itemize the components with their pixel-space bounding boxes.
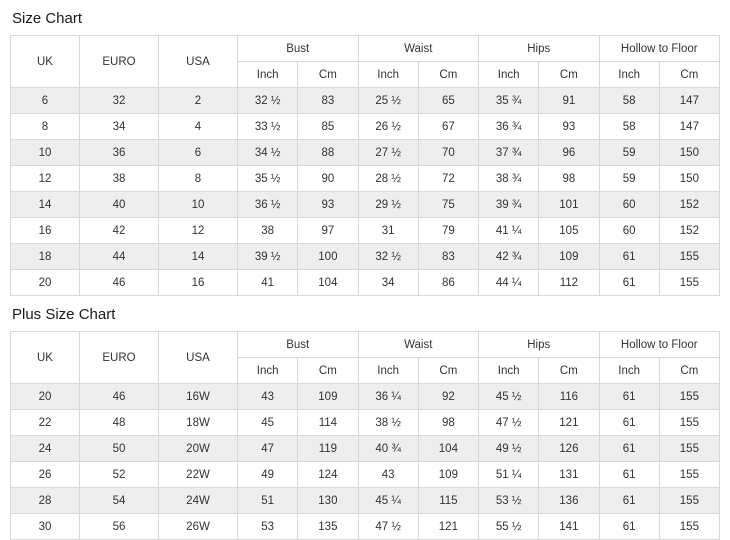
table-cell: 105 xyxy=(539,218,599,244)
table-cell: 47 ½ xyxy=(358,514,418,540)
table-cell: 155 xyxy=(659,270,719,296)
table-cell: 58 xyxy=(599,88,659,114)
table-cell: 36 ¾ xyxy=(479,114,539,140)
table-cell: 38 ¾ xyxy=(479,166,539,192)
table-cell: 114 xyxy=(298,410,358,436)
table-cell: 6 xyxy=(159,140,238,166)
table-cell: 67 xyxy=(418,114,478,140)
table-header xyxy=(11,36,720,88)
header-usa: USA xyxy=(159,332,238,384)
header-bust-inch: Inch xyxy=(238,62,298,88)
table-cell: 90 xyxy=(298,166,358,192)
table-cell: 155 xyxy=(659,514,719,540)
table-cell: 150 xyxy=(659,140,719,166)
header-bust-cm: Cm xyxy=(298,62,358,88)
table-cell: 36 ½ xyxy=(238,192,298,218)
table-cell: 147 xyxy=(659,88,719,114)
table-cell: 75 xyxy=(418,192,478,218)
size-chart-section xyxy=(10,10,720,296)
table-body xyxy=(11,384,720,540)
table-row xyxy=(11,218,720,244)
table-cell: 109 xyxy=(539,244,599,270)
table-cell: 28 xyxy=(11,488,80,514)
table-cell: 59 xyxy=(599,166,659,192)
table-cell: 37 ¾ xyxy=(479,140,539,166)
table-row xyxy=(11,410,720,436)
table-cell: 109 xyxy=(418,462,478,488)
table-cell: 124 xyxy=(298,462,358,488)
table-cell: 41 ¼ xyxy=(479,218,539,244)
table-cell: 93 xyxy=(539,114,599,140)
table-cell: 119 xyxy=(298,436,358,462)
table-cell: 49 xyxy=(238,462,298,488)
header-uk: UK xyxy=(11,36,80,88)
table-cell: 18W xyxy=(159,410,238,436)
table-cell: 2 xyxy=(159,88,238,114)
table-cell: 83 xyxy=(418,244,478,270)
table-cell: 131 xyxy=(539,462,599,488)
header-hollow-to-floor: Hollow to Floor xyxy=(599,36,720,62)
table-row xyxy=(11,488,720,514)
table-cell: 65 xyxy=(418,88,478,114)
table-cell: 61 xyxy=(599,436,659,462)
table-row xyxy=(11,462,720,488)
table-row xyxy=(11,114,720,140)
table-cell: 56 xyxy=(80,514,159,540)
table-cell: 40 xyxy=(80,192,159,218)
table-cell: 44 ¼ xyxy=(479,270,539,296)
table-cell: 40 ¾ xyxy=(358,436,418,462)
plus-size-chart-table xyxy=(10,331,720,540)
table-cell: 51 xyxy=(238,488,298,514)
table-cell: 22W xyxy=(159,462,238,488)
table-cell: 39 ¾ xyxy=(479,192,539,218)
table-cell: 109 xyxy=(298,384,358,410)
table-cell: 29 ½ xyxy=(358,192,418,218)
table-row xyxy=(11,270,720,296)
table-cell: 61 xyxy=(599,462,659,488)
header-euro: EURO xyxy=(80,332,159,384)
table-cell: 59 xyxy=(599,140,659,166)
table-cell: 96 xyxy=(539,140,599,166)
table-cell: 49 ½ xyxy=(479,436,539,462)
table-cell: 88 xyxy=(298,140,358,166)
table-cell: 24W xyxy=(159,488,238,514)
table-cell: 32 ½ xyxy=(358,244,418,270)
table-cell: 155 xyxy=(659,488,719,514)
plus-size-title: Plus Size Chart xyxy=(12,306,116,323)
table-cell: 152 xyxy=(659,218,719,244)
table-cell: 92 xyxy=(418,384,478,410)
header-row-groups xyxy=(11,36,720,62)
table-cell: 115 xyxy=(418,488,478,514)
table-cell: 60 xyxy=(599,192,659,218)
table-cell: 28 ½ xyxy=(358,166,418,192)
header-hips-inch: Inch xyxy=(479,358,539,384)
table-cell: 31 xyxy=(358,218,418,244)
table-cell: 51 ¼ xyxy=(479,462,539,488)
table-cell: 98 xyxy=(418,410,478,436)
header-hips-inch: Inch xyxy=(479,62,539,88)
table-cell: 35 ¾ xyxy=(479,88,539,114)
table-cell: 10 xyxy=(11,140,80,166)
table-cell: 34 xyxy=(358,270,418,296)
table-cell: 85 xyxy=(298,114,358,140)
header-usa: USA xyxy=(159,36,238,88)
table-cell: 36 ¼ xyxy=(358,384,418,410)
table-cell: 45 ½ xyxy=(479,384,539,410)
header-euro: EURO xyxy=(80,36,159,88)
table-cell: 24 xyxy=(11,436,80,462)
table-cell: 121 xyxy=(418,514,478,540)
table-cell: 155 xyxy=(659,436,719,462)
table-cell: 18 xyxy=(11,244,80,270)
header-bust: Bust xyxy=(238,332,359,358)
table-cell: 155 xyxy=(659,384,719,410)
header-waist: Waist xyxy=(358,36,479,62)
header-bust-inch: Inch xyxy=(238,358,298,384)
table-cell: 33 ½ xyxy=(238,114,298,140)
table-cell: 61 xyxy=(599,514,659,540)
table-cell: 97 xyxy=(298,218,358,244)
table-cell: 47 xyxy=(238,436,298,462)
table-cell: 79 xyxy=(418,218,478,244)
table-cell: 104 xyxy=(298,270,358,296)
table-cell: 14 xyxy=(159,244,238,270)
header-hips-cm: Cm xyxy=(539,62,599,88)
table-cell: 38 xyxy=(238,218,298,244)
header-hollow-cm: Cm xyxy=(659,62,719,88)
table-cell: 45 ¼ xyxy=(358,488,418,514)
table-cell: 35 ½ xyxy=(238,166,298,192)
table-cell: 53 ½ xyxy=(479,488,539,514)
page-title: Size Chart xyxy=(12,10,83,27)
table-cell: 126 xyxy=(539,436,599,462)
header-hips-cm: Cm xyxy=(539,358,599,384)
table-cell: 104 xyxy=(418,436,478,462)
table-cell: 47 ½ xyxy=(479,410,539,436)
table-cell: 70 xyxy=(418,140,478,166)
table-header xyxy=(11,332,720,384)
table-cell: 8 xyxy=(11,114,80,140)
table-cell: 16W xyxy=(159,384,238,410)
header-hollow-inch: Inch xyxy=(599,62,659,88)
table-cell: 112 xyxy=(539,270,599,296)
table-row xyxy=(11,436,720,462)
table-cell: 38 ½ xyxy=(358,410,418,436)
header-hollow-cm: Cm xyxy=(659,358,719,384)
table-cell: 44 xyxy=(80,244,159,270)
table-cell: 6 xyxy=(11,88,80,114)
table-cell: 46 xyxy=(80,270,159,296)
table-cell: 26 ½ xyxy=(358,114,418,140)
table-cell: 135 xyxy=(298,514,358,540)
table-cell: 38 xyxy=(80,166,159,192)
table-cell: 45 xyxy=(238,410,298,436)
table-row xyxy=(11,166,720,192)
size-chart-table xyxy=(10,35,720,296)
table-cell: 14 xyxy=(11,192,80,218)
table-cell: 155 xyxy=(659,244,719,270)
table-row xyxy=(11,244,720,270)
table-cell: 141 xyxy=(539,514,599,540)
table-cell: 152 xyxy=(659,192,719,218)
table-cell: 147 xyxy=(659,114,719,140)
table-body xyxy=(11,88,720,296)
table-cell: 25 ½ xyxy=(358,88,418,114)
table-row xyxy=(11,140,720,166)
table-cell: 61 xyxy=(599,488,659,514)
table-row xyxy=(11,88,720,114)
table-cell: 34 ½ xyxy=(238,140,298,166)
table-cell: 61 xyxy=(599,270,659,296)
table-cell: 10 xyxy=(159,192,238,218)
table-cell: 34 xyxy=(80,114,159,140)
table-cell: 83 xyxy=(298,88,358,114)
table-cell: 8 xyxy=(159,166,238,192)
header-waist-cm: Cm xyxy=(418,62,478,88)
table-cell: 61 xyxy=(599,384,659,410)
table-cell: 39 ½ xyxy=(238,244,298,270)
table-cell: 53 xyxy=(238,514,298,540)
table-cell: 60 xyxy=(599,218,659,244)
table-cell: 43 xyxy=(238,384,298,410)
table-cell: 20W xyxy=(159,436,238,462)
header-row-groups xyxy=(11,332,720,358)
table-cell: 91 xyxy=(539,88,599,114)
header-waist-inch: Inch xyxy=(358,358,418,384)
header-uk: UK xyxy=(11,332,80,384)
header-waist: Waist xyxy=(358,332,479,358)
header-hollow-inch: Inch xyxy=(599,358,659,384)
table-cell: 42 ¾ xyxy=(479,244,539,270)
table-cell: 42 xyxy=(80,218,159,244)
table-cell: 22 xyxy=(11,410,80,436)
table-cell: 136 xyxy=(539,488,599,514)
table-cell: 20 xyxy=(11,270,80,296)
table-cell: 16 xyxy=(159,270,238,296)
table-cell: 4 xyxy=(159,114,238,140)
table-cell: 121 xyxy=(539,410,599,436)
table-cell: 43 xyxy=(358,462,418,488)
table-cell: 41 xyxy=(238,270,298,296)
table-cell: 55 ½ xyxy=(479,514,539,540)
table-cell: 32 xyxy=(80,88,159,114)
table-cell: 155 xyxy=(659,462,719,488)
plus-size-chart-section xyxy=(10,306,720,540)
table-cell: 50 xyxy=(80,436,159,462)
table-cell: 16 xyxy=(11,218,80,244)
header-hips: Hips xyxy=(479,332,600,358)
table-cell: 36 xyxy=(80,140,159,166)
table-cell: 155 xyxy=(659,410,719,436)
table-cell: 72 xyxy=(418,166,478,192)
table-cell: 61 xyxy=(599,410,659,436)
table-cell: 46 xyxy=(80,384,159,410)
table-cell: 27 ½ xyxy=(358,140,418,166)
table-cell: 61 xyxy=(599,244,659,270)
table-cell: 20 xyxy=(11,384,80,410)
table-cell: 48 xyxy=(80,410,159,436)
table-cell: 130 xyxy=(298,488,358,514)
table-cell: 86 xyxy=(418,270,478,296)
table-cell: 12 xyxy=(11,166,80,192)
table-cell: 150 xyxy=(659,166,719,192)
header-bust: Bust xyxy=(238,36,359,62)
header-hips: Hips xyxy=(479,36,600,62)
table-cell: 54 xyxy=(80,488,159,514)
table-cell: 116 xyxy=(539,384,599,410)
table-cell: 100 xyxy=(298,244,358,270)
table-row xyxy=(11,384,720,410)
table-cell: 58 xyxy=(599,114,659,140)
header-waist-inch: Inch xyxy=(358,62,418,88)
table-cell: 93 xyxy=(298,192,358,218)
header-waist-cm: Cm xyxy=(418,358,478,384)
header-bust-cm: Cm xyxy=(298,358,358,384)
table-cell: 32 ½ xyxy=(238,88,298,114)
table-cell: 26W xyxy=(159,514,238,540)
table-cell: 12 xyxy=(159,218,238,244)
table-cell: 30 xyxy=(11,514,80,540)
table-cell: 52 xyxy=(80,462,159,488)
table-row xyxy=(11,514,720,540)
table-cell: 26 xyxy=(11,462,80,488)
table-row xyxy=(11,192,720,218)
header-hollow-to-floor: Hollow to Floor xyxy=(599,332,720,358)
table-cell: 101 xyxy=(539,192,599,218)
table-cell: 98 xyxy=(539,166,599,192)
